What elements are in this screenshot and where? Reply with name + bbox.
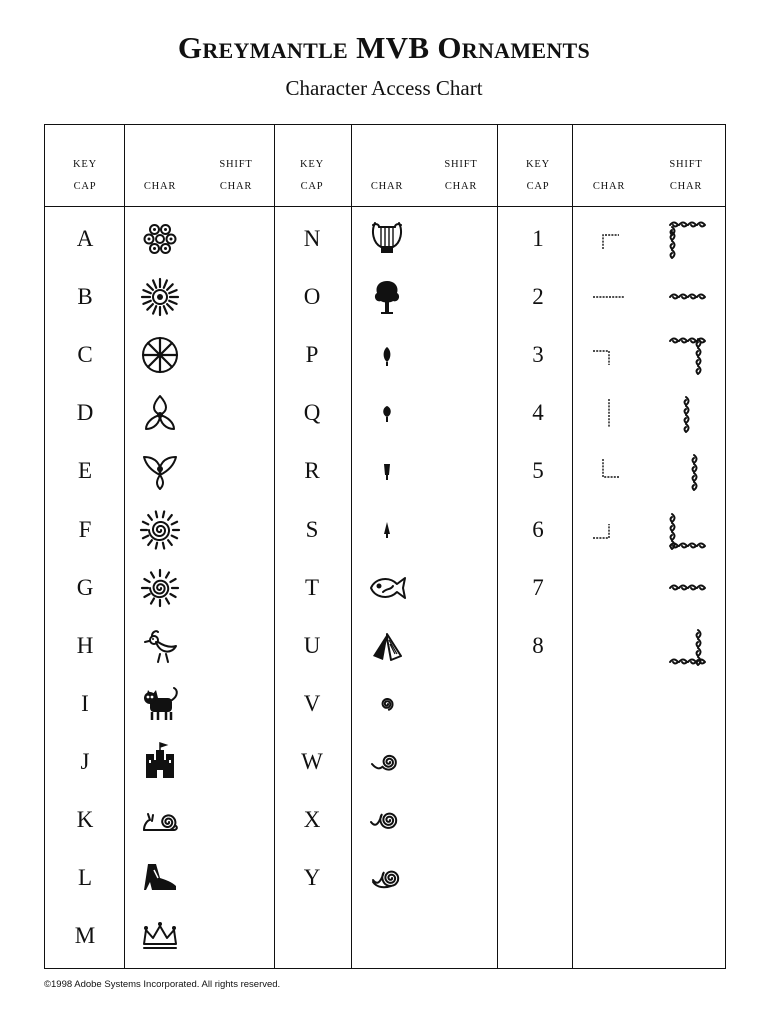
- key-cap-d: D: [76, 400, 94, 426]
- small-spiral-icon: [365, 682, 409, 726]
- key-cap-t: T: [304, 574, 320, 600]
- header-cap-1: CAP: [300, 181, 324, 192]
- key-cap-v: V: [303, 690, 321, 716]
- bird-icon: [138, 624, 182, 668]
- key-cap-w: W: [301, 748, 323, 774]
- key-cap-1: 1: [532, 226, 544, 251]
- key-cap-j: J: [80, 748, 90, 774]
- key-cap-7: 7: [532, 574, 544, 600]
- column-divider-2: [274, 125, 275, 968]
- key-cap-m: M: [74, 923, 96, 949]
- key-cap-p: P: [305, 342, 319, 368]
- ornate-corner-bottom-right-icon: [664, 624, 708, 668]
- column-divider-3: [351, 125, 352, 968]
- swirl-flower-icon: [138, 217, 182, 261]
- key-cap-6: 6: [532, 516, 544, 542]
- key-cap-8: 8: [532, 632, 544, 658]
- ornate-horizontal-icon: [664, 275, 708, 319]
- corner-top-left-icon: [587, 217, 631, 261]
- corner-bottom-left-icon: [587, 449, 631, 493]
- key-cap-4: 4: [532, 400, 544, 426]
- celtic-knot-icon: [138, 391, 182, 435]
- key-cap-g: G: [76, 574, 94, 600]
- spiral-sun-rays-icon: [138, 566, 182, 610]
- header-key-0: KEY: [73, 159, 97, 170]
- column-divider-1: [124, 125, 125, 968]
- column-divider-4: [497, 125, 498, 968]
- key-cap-b: B: [77, 284, 93, 310]
- leaf-bullet-q-icon: [365, 391, 409, 435]
- triquetra-icon: [138, 449, 182, 493]
- ornate-corner-top-right-icon: [664, 333, 708, 377]
- key-cap-i: I: [81, 690, 89, 716]
- header-shift-char-0: CHAR: [219, 181, 253, 192]
- key-cap-a: A: [76, 226, 94, 251]
- crown-icon: [138, 914, 182, 958]
- key-cap-l: L: [77, 865, 93, 891]
- spiral-sun-icon: [138, 508, 182, 552]
- header-cap-0: CAP: [73, 181, 97, 192]
- column-divider-5: [572, 125, 573, 968]
- key-cap-c: C: [77, 342, 93, 368]
- header-char-2: CHAR: [592, 181, 626, 192]
- shoe-icon: [138, 856, 182, 900]
- chart-title: Greymantle MVB Ornaments: [177, 30, 591, 65]
- vertical-rule-icon: [587, 391, 631, 435]
- leaf-bullet-s-icon: [365, 508, 409, 552]
- character-table: [44, 124, 726, 969]
- ornate-horizontal-icon: [664, 566, 708, 610]
- tail-spiral-icon: [365, 856, 409, 900]
- cat-icon: [138, 682, 182, 726]
- key-cap-y: Y: [303, 865, 321, 891]
- key-cap-u: U: [303, 632, 321, 658]
- large-spiral-icon: [365, 798, 409, 842]
- ornate-vertical-icon: [664, 391, 708, 435]
- lyre-icon: [365, 217, 409, 261]
- header-shift-char-1: CHAR: [444, 181, 478, 192]
- key-cap-x: X: [303, 807, 321, 832]
- key-cap-f: F: [78, 516, 92, 542]
- key-cap-n: N: [303, 226, 321, 251]
- key-cap-e: E: [77, 458, 93, 484]
- header-char-1: CHAR: [370, 181, 404, 192]
- copyright-notice: ©1998 Adobe Systems Incorporated. All rights reserved.: [44, 979, 281, 990]
- leaf-bullet-r-icon: [365, 449, 409, 493]
- key-cap-h: H: [76, 632, 94, 658]
- key-cap-o: O: [303, 284, 321, 310]
- header-divider: [45, 206, 725, 207]
- key-cap-3: 3: [532, 342, 544, 368]
- header-shift-1: SHIFT: [444, 159, 478, 170]
- key-cap-r: R: [304, 458, 320, 484]
- open-book-icon: [365, 624, 409, 668]
- medium-spiral-icon: [365, 740, 409, 784]
- key-cap-s: S: [305, 516, 319, 542]
- chart-subtitle: Character Access Chart: [285, 76, 483, 100]
- fish-icon: [365, 566, 409, 610]
- leaf-bullet-p-icon: [365, 333, 409, 377]
- header-key-2: KEY: [526, 159, 550, 170]
- header-cap-2: CAP: [526, 181, 550, 192]
- sun-rays-icon: [138, 275, 182, 319]
- corner-bottom-right-icon: [587, 508, 631, 552]
- ornate-vertical-right-icon: [664, 449, 708, 493]
- header-shift-char-2: CHAR: [669, 181, 703, 192]
- snail-icon: [138, 798, 182, 842]
- ornate-corner-top-left-icon: [664, 217, 708, 261]
- header-shift-0: SHIFT: [219, 159, 253, 170]
- wheel-icon: [138, 333, 182, 377]
- header-shift-2: SHIFT: [669, 159, 703, 170]
- tree-icon: [365, 275, 409, 319]
- header-key-1: KEY: [300, 159, 324, 170]
- castle-icon: [138, 740, 182, 784]
- key-cap-k: K: [76, 807, 94, 832]
- horizontal-rule-icon: [587, 275, 631, 319]
- key-cap-5: 5: [532, 458, 544, 484]
- ornate-corner-bottom-left-icon: [664, 508, 708, 552]
- header-char-0: CHAR: [143, 181, 177, 192]
- corner-top-right-icon: [587, 333, 631, 377]
- key-cap-q: Q: [303, 400, 321, 426]
- key-cap-2: 2: [532, 284, 544, 310]
